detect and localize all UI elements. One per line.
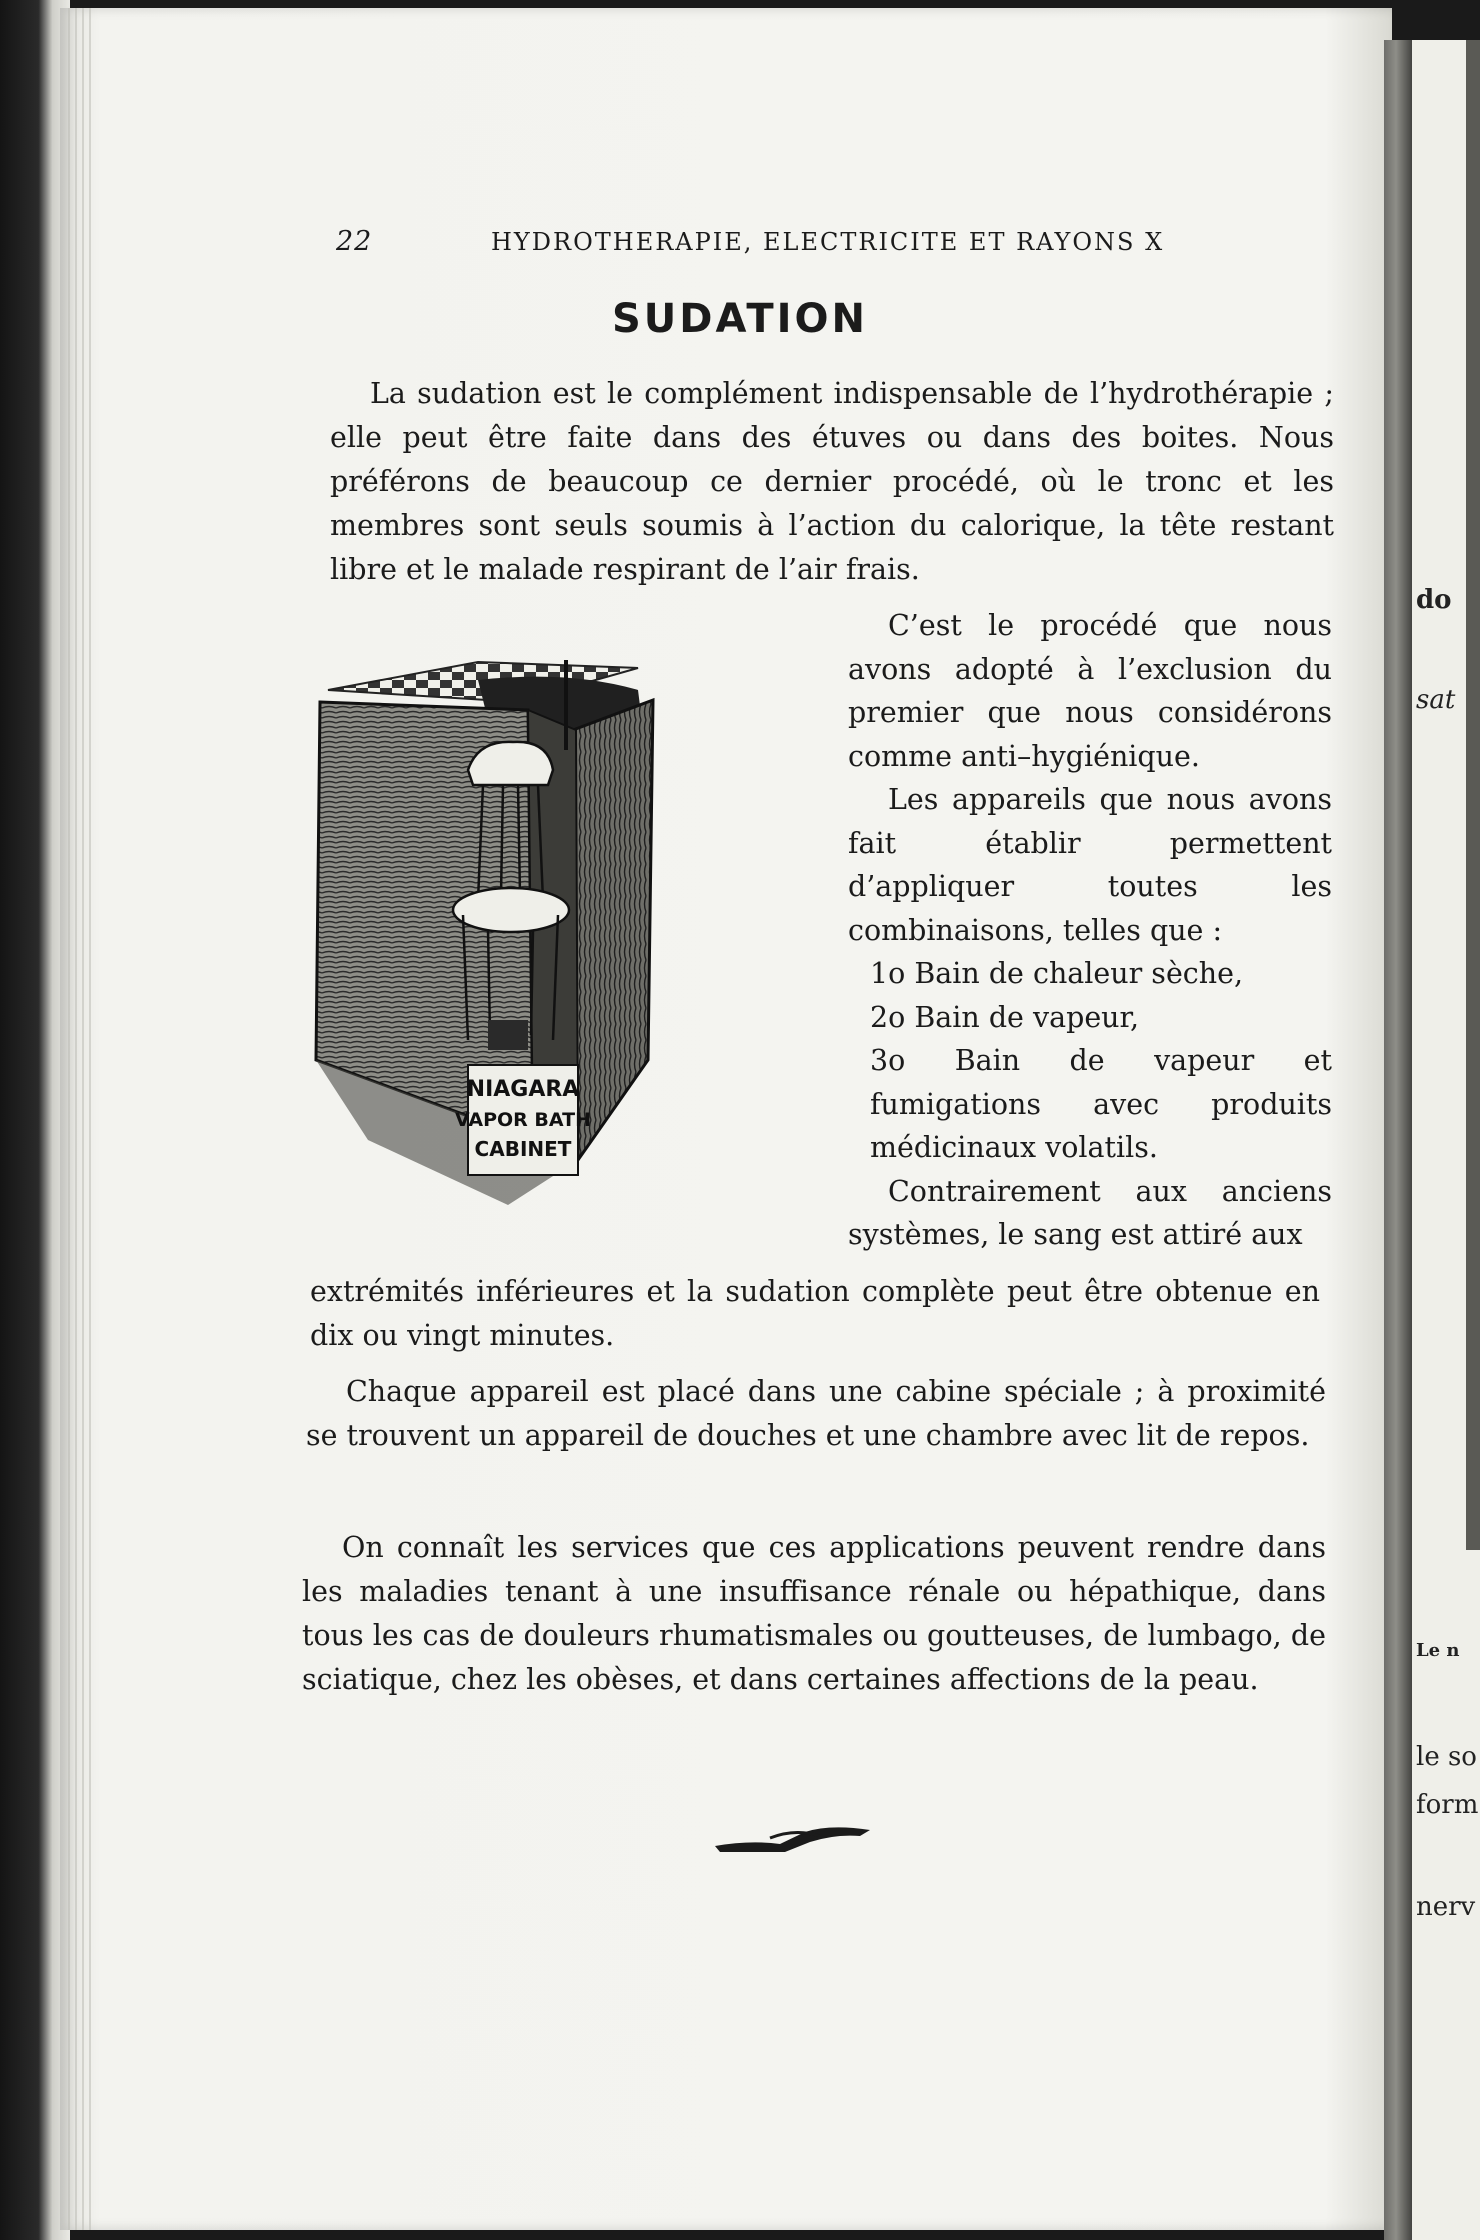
paragraph-contrairement-end [310,1270,1320,1358]
list-item: 2o Bain de vapeur, [870,1000,1140,1034]
paragraph-contrairement-start: Contrairement aux anciens systèmes, le sang est attiré aux [848,1174,1332,1251]
paragraph-text: Chaque appareil est placé dans une cabine spéciale ; à proximité se trouvent un appareil de douches et une chambre avec lit de repos. [306,1375,1326,1452]
facing-page-photo-edge [1466,40,1480,1550]
cabinet-label-line: NIAGARA [466,1077,580,1102]
facing-page-text: le so [1416,1742,1477,1772]
cabinet-drawing [308,640,818,1240]
vapor-bath-cabinet-illustration [308,640,818,1240]
paragraph-text: On connaît les services que ces applications peuvent rendre dans les maladies tenant à une insuffisance rénale ou hépathique, dans tous les cas de douleurs rhumatismales ou goutteuses, de lumbago, de sciatique, chez les obèses, et dans certaines affections de la peau. [302,1531,1326,1696]
facing-page-text: do [1416,585,1452,615]
book-gutter [1384,40,1414,2240]
paragraph-appareils: Les appareils que nous avons fait établir permettent d’appliquer toutes les combinaisons, telles que : [848,783,1332,947]
running-head-title: HYDROTHERAPIE, ELECTRICITE ET RAYONS X [491,228,1165,256]
facing-page-text: sat [1416,685,1456,715]
paragraph-text: La sudation est le complément indispensable de l’hydrothérapie ; elle peut être faite dans des étuves ou dans des boites. Nous préférons de beaucoup ce dernier procédé, où le tronc et les membres sont seuls soumis à l’action du calorique, la tête restant libre et le malade respirant de l’air frais. [330,377,1334,586]
list-item: 3o Bain de vapeur et fumigations avec produits médicinaux volatils. [870,1044,1332,1164]
page-number: 22 [336,226,373,257]
facing-page-text: form [1416,1790,1479,1820]
running-head [336,226,1216,266]
facing-page-text: nerv [1416,1892,1476,1922]
decorative-ornament-icon [710,1822,880,1858]
cabinet-label-line: VAPOR BATH [454,1109,592,1131]
facing-page-fragment [1412,40,1480,2240]
paragraph-on-connait [302,1526,1326,1702]
cabinet-label-line: CABINET [474,1137,572,1161]
paragraph-chaque [306,1370,1326,1458]
list-item: 1o Bain de chaleur sèche, [870,957,1244,990]
paragraph-intro [330,372,1334,592]
paragraph-procede: C’est le procédé que nous avons adopté à l’exclusion du premier que nous considérons comme anti–hygiénique. [848,609,1332,773]
section-title: SUDATION [612,296,868,342]
paragraph-text: extrémités inférieures et la sudation complète peut être obtenue en dix ou vingt minutes. [310,1275,1320,1352]
text-column-beside-figure [848,604,1332,1257]
facing-page-caption: Le n [1416,1640,1460,1661]
